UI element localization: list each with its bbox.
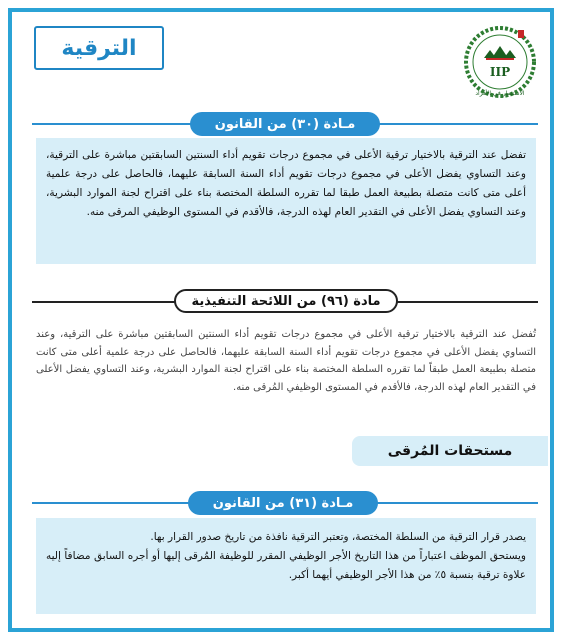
- logo-caption: الاستثمار في الأفراد: [475, 90, 525, 97]
- article-30-text: تفضل عند الترقية بالاختيار ترقية الأعلى في مجموع درجات تقويم أداء السنتين السابقتين مباشرة على الترقية، وعند التساوي يفضل الأعلى في مجموع درجات تقويم أداء السنة السابقة عليهما، فالحاصل على درجة علمية أعلى متى كانت متصلة بطبيعة العمل طبقا لما تقرره السلطة المختصة بناء على اقتراح لجنة الموارد البشرية، وعند التساوي يفضل الأعلى في التقدير العام لهذه الدرجة، فالأقدم في المستوى الوظيفي المرقى منه.: [46, 149, 526, 218]
- document-page: [8, 8, 554, 632]
- article-31-text-2: ويستحق الموظف اعتباراً من هذا التاريخ الأجر الوظيفي المقرر للوظيفة المُرقى إليها أو أجره السابق مضافاً إليه علاوة ترقية بنسبة ٥٪ من هذا الأجر الوظيفي أيهما أكبر.: [46, 550, 526, 581]
- article-30-box: [36, 138, 536, 264]
- article-96-text: تُفضل عند الترقية بالاختيار ترقية الأعلى في مجموع درجات تقويم أداء السنتين السابقتين مباشرة على الترقية، وعند التساوي يفضل الأعلى في مجموع درجات تقويم أداء السنة السابقة عليهما، فالحاصل على درجة علمية أعلى متى كانت متصلة بطبيعة العمل طبقاً لما تقرره السلطة المختصة بناء على اقتراح لجنة الموارد البشرية، وعند التساوي يفضل الأعلى في التقدير العام لهذه الدرجة، فالأقدم في المستوى الوظيفي المُرقى منه.: [36, 329, 536, 393]
- article-96-header: مادة (٩٦) من اللائحة التنفيذية: [174, 289, 398, 313]
- article-30-header: مـادة (٣٠) من القانون: [190, 112, 380, 136]
- logo-letters: IIP: [489, 65, 511, 79]
- article-31-text-1: يصدر قرار الترقية من السلطة المختصة، وتعتبر الترقية نافذة من تاريخ صدور القرار بها.: [150, 531, 526, 543]
- page-title: الترقية: [61, 35, 137, 61]
- page-title-box: [34, 26, 164, 70]
- article-96-body: [36, 326, 536, 396]
- entitlements-heading: مستحقات المُرقى: [352, 436, 548, 466]
- article-31-box: [36, 518, 536, 614]
- article-31-header: مـادة (٣١) من القانون: [188, 491, 378, 515]
